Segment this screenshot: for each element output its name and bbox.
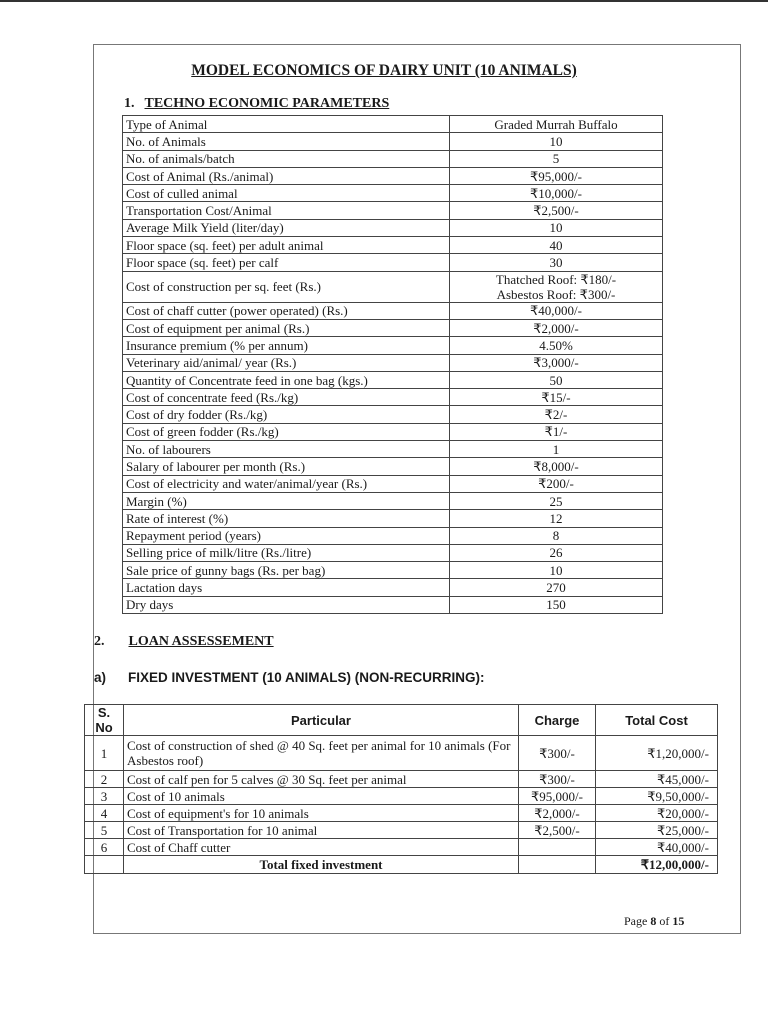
header-particular: Particular	[124, 705, 519, 736]
param-value: ₹2,000/-	[450, 319, 663, 336]
param-label: No. of animals/batch	[123, 150, 450, 167]
param-label: Sale price of gunny bags (Rs. per bag)	[123, 562, 450, 579]
param-label: Selling price of milk/litre (Rs./litre)	[123, 544, 450, 561]
param-label: No. of labourers	[123, 441, 450, 458]
techno-economic-parameters-table	[122, 115, 663, 614]
param-row	[123, 302, 663, 319]
param-value: 1	[450, 441, 663, 458]
param-label: Lactation days	[123, 579, 450, 596]
page-number	[624, 914, 684, 929]
param-value: 25	[450, 492, 663, 509]
param-label: Cost of culled animal	[123, 185, 450, 202]
param-value: 10	[450, 219, 663, 236]
param-row	[123, 133, 663, 150]
param-value-line-1: Thatched Roof: ₹180/-	[495, 271, 617, 287]
param-value-line-2: Asbestos Roof: ₹300/-	[496, 286, 616, 302]
document-title: MODEL ECONOMICS OF DAIRY UNIT (10 ANIMALS)	[191, 62, 577, 79]
param-row	[123, 406, 663, 423]
section-2-heading	[94, 634, 274, 650]
param-label: Transportation Cost/Animal	[123, 202, 450, 219]
investment-particular: Cost of calf pen for 5 calves @ 30 Sq. feet per animal	[124, 771, 519, 788]
param-label: Margin (%)	[123, 492, 450, 509]
param-row	[123, 271, 663, 302]
param-label: Salary of labourer per month (Rs.)	[123, 458, 450, 475]
param-row	[123, 441, 663, 458]
param-label: Cost of equipment per animal (Rs.)	[123, 319, 450, 336]
param-label: Cost of concentrate feed (Rs./kg)	[123, 389, 450, 406]
investment-total: ₹9,50,000/-	[596, 788, 718, 805]
section-1-number: 1.	[124, 96, 135, 111]
section-2-number: 2.	[94, 634, 105, 649]
investment-total: ₹1,20,000/-	[596, 736, 718, 771]
total-label: Total fixed investment	[124, 856, 519, 874]
investment-charge	[519, 839, 596, 856]
param-row	[123, 319, 663, 336]
param-row	[123, 579, 663, 596]
param-label: Average Milk Yield (liter/day)	[123, 219, 450, 236]
param-value: ₹2,500/-	[450, 202, 663, 219]
section-a-number: a)	[94, 670, 107, 685]
investment-row	[85, 771, 718, 788]
param-row	[123, 527, 663, 544]
param-value: 8	[450, 527, 663, 544]
param-row	[123, 389, 663, 406]
total-row	[85, 856, 718, 874]
param-label: Rate of interest (%)	[123, 510, 450, 527]
param-value: 4.50%	[450, 337, 663, 354]
investment-total: ₹20,000/-	[596, 805, 718, 822]
param-label: Veterinary aid/animal/ year (Rs.)	[123, 354, 450, 371]
page-total: 15	[672, 914, 685, 928]
param-row	[123, 116, 663, 133]
param-row	[123, 371, 663, 388]
param-label: Cost of Animal (Rs./animal)	[123, 167, 450, 184]
page-prefix: Page	[624, 914, 651, 928]
param-row	[123, 562, 663, 579]
param-value: ₹8,000/-	[450, 458, 663, 475]
investment-charge: ₹95,000/-	[519, 788, 596, 805]
investment-total: ₹25,000/-	[596, 822, 718, 839]
investment-row	[85, 736, 718, 771]
investment-particular: Cost of construction of shed @ 40 Sq. feet per animal for 10 animals (For Asbestos roof)	[124, 736, 519, 771]
section-2-label: LOAN ASSESSEMENT	[128, 634, 274, 649]
param-row	[123, 185, 663, 202]
param-label: No. of Animals	[123, 133, 450, 150]
fixed-investment-table	[84, 704, 718, 874]
param-value: ₹1/-	[450, 423, 663, 440]
param-label: Floor space (sq. feet) per calf	[123, 254, 450, 271]
total-value: ₹12,00,000/-	[596, 856, 718, 874]
header-charge: Charge	[519, 705, 596, 736]
param-row	[123, 167, 663, 184]
investment-charge: ₹300/-	[519, 736, 596, 771]
param-value: 50	[450, 371, 663, 388]
param-label: Dry days	[123, 596, 450, 613]
param-row	[123, 219, 663, 236]
investment-sno: 6	[85, 839, 124, 856]
page-mid: of	[656, 914, 673, 928]
total-sno-cell	[85, 856, 124, 874]
section-1-label: TECHNO ECONOMIC PARAMETERS	[144, 96, 390, 111]
section-1-heading	[124, 96, 389, 112]
param-label: Floor space (sq. feet) per adult animal	[123, 237, 450, 254]
investment-particular: Cost of Chaff cutter	[124, 839, 519, 856]
param-label: Insurance premium (% per annum)	[123, 337, 450, 354]
param-value: 12	[450, 510, 663, 527]
param-row	[123, 423, 663, 440]
param-value: 270	[450, 579, 663, 596]
param-value: ₹200/-	[450, 475, 663, 492]
page-current: 8	[650, 914, 657, 928]
investment-sno: 3	[85, 788, 124, 805]
investment-row	[85, 822, 718, 839]
param-row	[123, 337, 663, 354]
param-value: Graded Murrah Buffalo	[450, 116, 663, 133]
param-row	[123, 254, 663, 271]
param-label: Cost of green fodder (Rs./kg)	[123, 423, 450, 440]
investment-sno: 2	[85, 771, 124, 788]
param-value: ₹40,000/-	[450, 302, 663, 319]
param-row	[123, 544, 663, 561]
param-label: Cost of dry fodder (Rs./kg)	[123, 406, 450, 423]
param-label: Cost of electricity and water/animal/year (Rs.)	[123, 475, 450, 492]
scan-top-edge	[0, 0, 768, 2]
param-row	[123, 202, 663, 219]
param-value: ₹3,000/-	[450, 354, 663, 371]
param-value: 150	[450, 596, 663, 613]
param-label: Cost of chaff cutter (power operated) (Rs.)	[123, 302, 450, 319]
param-row	[123, 150, 663, 167]
param-label: Quantity of Concentrate feed in one bag (kgs.)	[123, 371, 450, 388]
param-row	[123, 237, 663, 254]
section-a-heading	[94, 670, 485, 685]
param-value: 10	[450, 562, 663, 579]
param-value: ₹95,000/-	[450, 167, 663, 184]
param-value: 30	[450, 254, 663, 271]
param-value: ₹2/-	[450, 406, 663, 423]
investment-particular: Cost of 10 animals	[124, 788, 519, 805]
investment-sno: 1	[85, 736, 124, 771]
investment-particular: Cost of Transportation for 10 animal	[124, 822, 519, 839]
param-label: Repayment period (years)	[123, 527, 450, 544]
param-value: 5	[450, 150, 663, 167]
header-sno: S. No	[85, 705, 124, 736]
param-row	[123, 354, 663, 371]
investment-row	[85, 839, 718, 856]
param-value: 26	[450, 544, 663, 561]
param-row	[123, 492, 663, 509]
investment-particular: Cost of equipment's for 10 animals	[124, 805, 519, 822]
param-value: ₹10,000/-	[450, 185, 663, 202]
investment-charge: ₹2,000/-	[519, 805, 596, 822]
param-row	[123, 475, 663, 492]
investment-row	[85, 805, 718, 822]
total-charge-cell	[519, 856, 596, 874]
param-value	[450, 271, 663, 302]
section-a-label: FIXED INVESTMENT (10 ANIMALS) (NON-RECURRING):	[128, 670, 485, 685]
investment-row	[85, 788, 718, 805]
investment-charge: ₹2,500/-	[519, 822, 596, 839]
investment-sno: 5	[85, 822, 124, 839]
param-value: ₹15/-	[450, 389, 663, 406]
param-row	[123, 596, 663, 613]
param-label: Type of Animal	[123, 116, 450, 133]
param-value: 40	[450, 237, 663, 254]
investment-total: ₹40,000/-	[596, 839, 718, 856]
investment-charge: ₹300/-	[519, 771, 596, 788]
param-label: Cost of construction per sq. feet (Rs.)	[123, 271, 450, 302]
header-total-cost: Total Cost	[596, 705, 718, 736]
param-row	[123, 458, 663, 475]
param-value: 10	[450, 133, 663, 150]
investment-total: ₹45,000/-	[596, 771, 718, 788]
investment-sno: 4	[85, 805, 124, 822]
param-row	[123, 510, 663, 527]
